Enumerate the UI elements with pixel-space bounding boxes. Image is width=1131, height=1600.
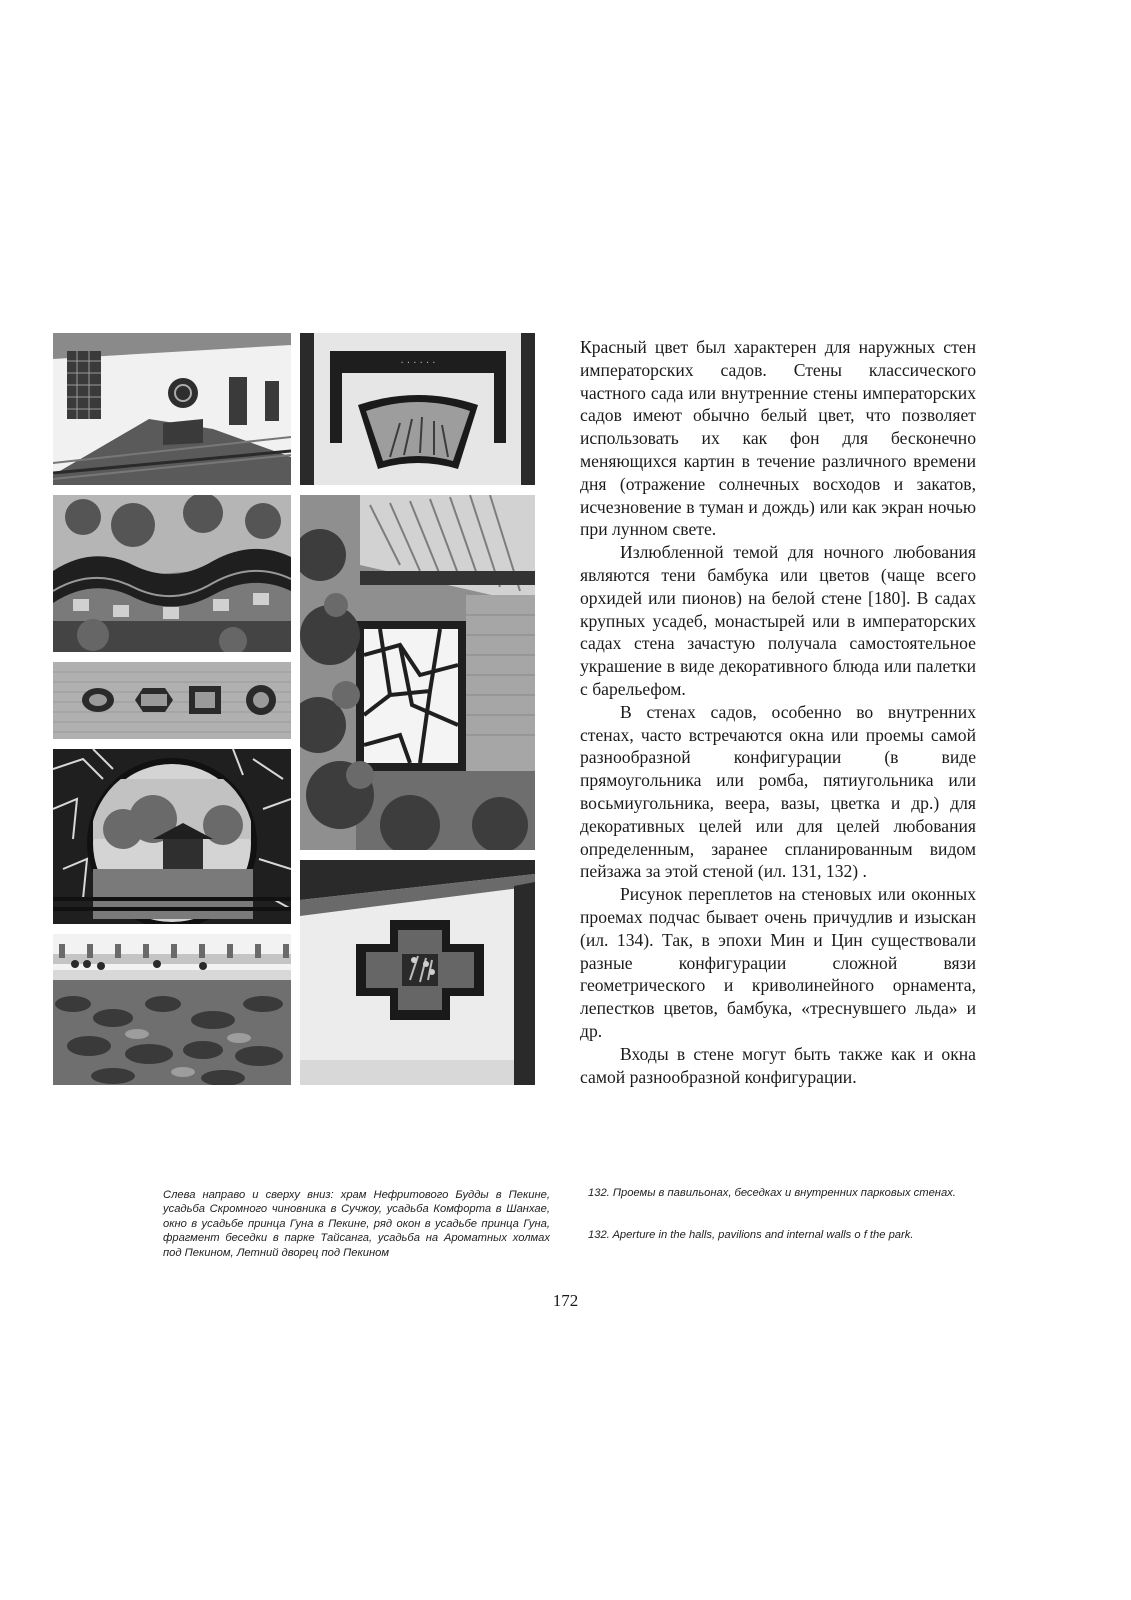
body-paragraph: Излюбленной темой для ночного любования являются тени бамбука или цветов (чаще всего орхидей или пионов) на белой стене [180]. В садах крупных усадеб, монастырей или в императорских садах стена зачастую получала самостоятельное украшение в виде декоративного блюда или палетки с барельефом. (580, 542, 976, 699)
cross-shaped-window-photo (300, 860, 535, 1085)
figure-caption-russian: 132. Проемы в павильонах, беседках и внутренних парковых стенах. (588, 1187, 956, 1199)
body-paragraph: Красный цвет был характерен для наружных стен императорских садов. Стены классического частного сада или внутренние стены императорских садов имеют обычно белый цвет, что позволяет использовать их как фон для бесконечно меняющихся картин в течение различного времени дня (отражение солнечных восходов и закатов, исчезновение в туман и дождь) или как экран ночью при лунном свете. (580, 337, 976, 540)
lotus-pond-balustrade-photo (53, 934, 291, 1085)
white-wall-round-window-photo (53, 333, 291, 485)
pavilion-lattice-door-photo (300, 495, 535, 850)
svg-text:· · · · · ·: · · · · · · (400, 358, 436, 369)
wave-wall-garden-photo (53, 495, 291, 652)
photo-collage-caption: Слева направо и сверху вниз: храм Нефритового Будды в Пекине, усадьба Скромного чиновника в Сучжоу, усадьба Комфорта в Шанхае, окно в усадьбе принца Гуна в Пекине, ряд окон в усадьбе принца Гуна, фрагмент беседки в парке Тайсанга, усадьба на Ароматных холмах под Пекином, Летний дворец под Пекином (163, 1189, 550, 1259)
body-paragraph: В стенах садов, особенно во внутренних стенах, часто встречаются окна или проемы самой разнообразной конфигурации (в виде прямоугольника или ромба, пятиугольника или восьмиугольника, веера, вазы, цветка и др.) для декоративных целей или для целей любования определенным, заранее спланированным видом пейзажа за этой стеной (ил. 131, 132) . (580, 701, 976, 882)
brick-wall-window-row-photo (53, 662, 291, 739)
fan-window-photo (300, 333, 535, 485)
figure-caption-english: 132. Aperture in the halls, pavilions and internal walls o f the park. (588, 1229, 914, 1241)
body-paragraph: Входы в стене могут быть также как и окна самой разнообразной конфигурации. (580, 1043, 976, 1087)
page-number: 172 (552, 1291, 579, 1310)
moon-gate-pavilion-photo (53, 749, 291, 924)
body-text (580, 336, 976, 1088)
body-paragraph: Рисунок переплетов на стеновых или оконных проемах подчас бывает очень причудлив и изыскан (ил. 134). Так, в эпохи Мин и Цин существовали разные конфигурации сложной вязи геометрического и криволинейного орнамента, лепестков цветов, бамбука, «треснувшего льда» и др. (580, 884, 976, 1041)
